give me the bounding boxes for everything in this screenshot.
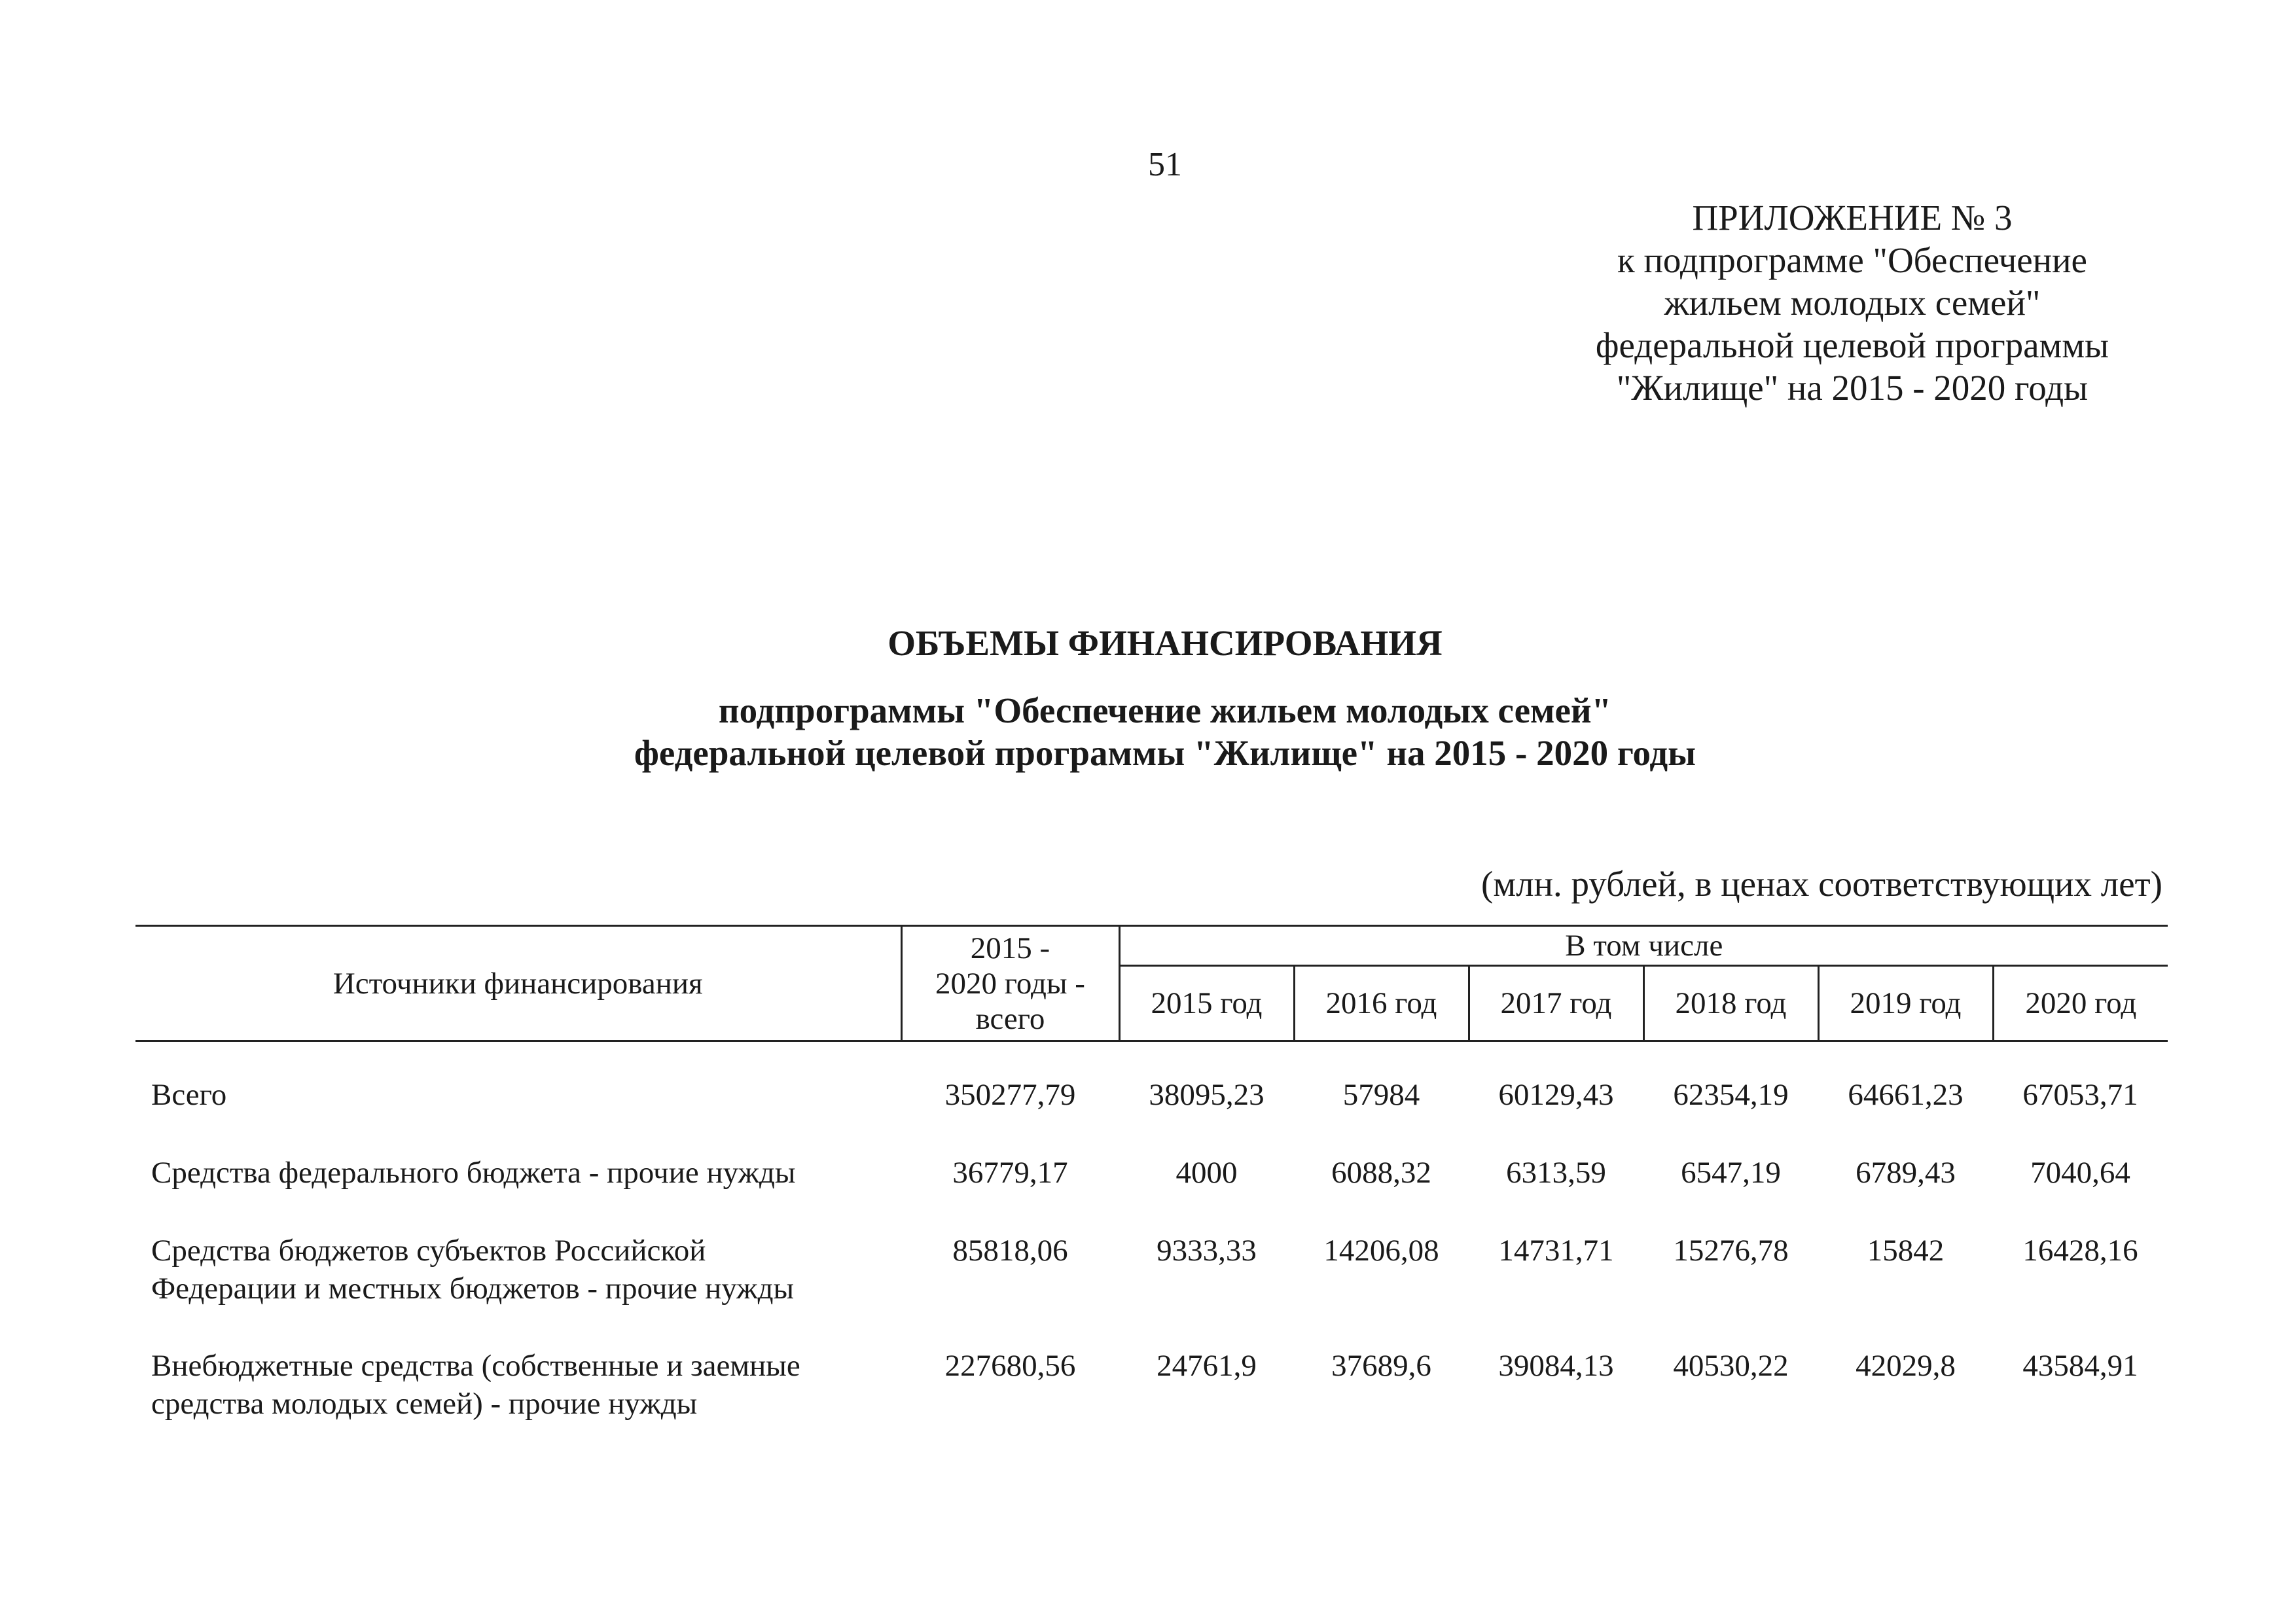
title-main: ОБЪЕМЫ ФИНАНСИРОВАНИЯ — [888, 623, 1443, 663]
title-sub-line-2: федеральной целевой программы "Жилище" на 2015 - 2020 годы — [634, 733, 1696, 773]
table-row — [135, 1154, 2168, 1232]
header-year: 2015 год — [1119, 966, 1294, 1041]
row-label-line-2: средства молодых семей) - прочие нужды — [151, 1387, 698, 1421]
row-value: 14731,71 — [1498, 1234, 1614, 1268]
row-value: 67053,71 — [2022, 1078, 2138, 1112]
header-year: 2020 год — [1993, 966, 2168, 1041]
row-value: 6789,43 — [1856, 1156, 1956, 1190]
row-label-line-1: Средства бюджетов субъектов Российской — [151, 1234, 706, 1268]
row-value: 6313,59 — [1506, 1156, 1606, 1190]
appendix-line-5: "Жилище" на 2015 - 2020 годы — [1616, 368, 2089, 408]
appendix-line-2: к подпрограмме "Обеспечение — [1617, 240, 2087, 280]
row-value: 4000 — [1175, 1156, 1238, 1190]
header-total-line-3: всего — [975, 1001, 1045, 1036]
row-label-line-1: Всего — [151, 1078, 227, 1112]
row-value: 64661,23 — [1848, 1078, 1964, 1112]
row-value: 6088,32 — [1331, 1156, 1431, 1190]
row-label — [135, 1076, 901, 1154]
row-label — [135, 1154, 901, 1232]
financing-table — [135, 925, 2168, 1462]
row-total: 36779,17 — [952, 1156, 1068, 1190]
row-value: 9333,33 — [1157, 1234, 1257, 1268]
row-value: 39084,13 — [1498, 1349, 1614, 1383]
row-value: 37689,6 — [1331, 1349, 1431, 1383]
units-note: (млн. рублей, в ценах соответствующих лет) — [1481, 864, 2162, 904]
row-value: 7040,64 — [2030, 1156, 2130, 1190]
document-title — [327, 622, 2003, 774]
appendix-line-3: жильем молодых семей" — [1664, 283, 2041, 323]
row-value: 16428,16 — [2022, 1234, 2138, 1268]
row-total: 85818,06 — [952, 1234, 1068, 1268]
row-value: 62354,19 — [1673, 1078, 1789, 1112]
row-value: 43584,91 — [2022, 1349, 2138, 1383]
header-year: 2019 год — [1818, 966, 1993, 1041]
header-year: 2016 год — [1294, 966, 1469, 1041]
header-year: 2018 год — [1643, 966, 1818, 1041]
table-row — [135, 1232, 2168, 1347]
row-total: 350277,79 — [944, 1078, 1076, 1112]
row-label-line-1: Средства федерального бюджета - прочие нужды — [151, 1156, 796, 1190]
table-row — [135, 1347, 2168, 1462]
row-label — [135, 1232, 901, 1347]
row-value: 24761,9 — [1157, 1349, 1257, 1383]
appendix-line-1: ПРИЛОЖЕНИЕ № 3 — [1692, 198, 2013, 238]
row-value: 15276,78 — [1673, 1234, 1789, 1268]
header-source-label: Источники финансирования — [332, 966, 703, 1001]
header-total-line-1: 2015 - — [970, 931, 1050, 965]
header-source — [135, 926, 901, 1041]
row-value: 40530,22 — [1673, 1349, 1789, 1383]
row-value: 14206,08 — [1323, 1234, 1439, 1268]
appendix-header — [1558, 196, 2147, 409]
header-total-line-2: 2020 годы - — [935, 966, 1085, 1001]
title-sub-line-1: подпрограммы "Обеспечение жильем молодых семей" — [718, 690, 1612, 730]
row-value: 42029,8 — [1856, 1349, 1956, 1383]
row-value: 57984 — [1342, 1078, 1420, 1112]
row-label-line-1: Внебюджетные средства (собственные и заемные — [151, 1349, 800, 1383]
table-row — [135, 1076, 2168, 1154]
row-label-line-2: Федерации и местных бюджетов - прочие нужды — [151, 1272, 795, 1306]
appendix-line-4: федеральной целевой программы — [1595, 325, 2109, 365]
header-total — [901, 926, 1119, 1041]
row-value: 38095,23 — [1149, 1078, 1265, 1112]
header-including: В том числе — [1119, 926, 2168, 966]
header-year: 2017 год — [1469, 966, 1643, 1041]
row-value: 60129,43 — [1498, 1078, 1614, 1112]
row-value: 6547,19 — [1681, 1156, 1781, 1190]
row-label — [135, 1347, 901, 1462]
page-number: 51 — [1148, 146, 1182, 183]
row-total: 227680,56 — [944, 1349, 1076, 1383]
row-value: 15842 — [1867, 1234, 1945, 1268]
